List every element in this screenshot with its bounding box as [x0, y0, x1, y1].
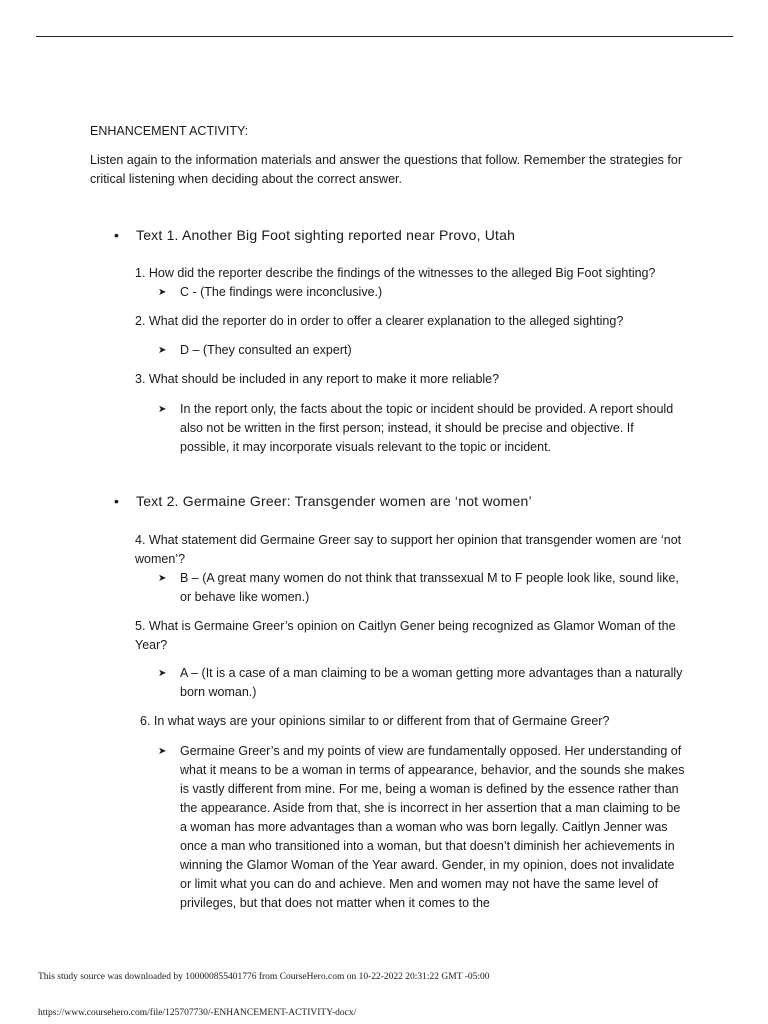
- answer-text: In the report only, the facts about the topic or incident should be provided. A report should also not be written in the first person; instead, it should be precise and objective. If possible, it may incorporate visuals relevant to the topic or incident.: [180, 402, 674, 454]
- section-text2: [114, 492, 532, 511]
- question-3: 3. What should be included in any report to make it more reliable?: [135, 372, 500, 386]
- answer-5: [158, 664, 685, 702]
- top-rule: [36, 36, 733, 37]
- answer-3: [158, 400, 685, 457]
- answer-2: [158, 341, 685, 360]
- bullet-icon: •: [114, 493, 120, 509]
- bullet-icon: •: [114, 227, 120, 243]
- answer-text: B – (A great many women do not think that transsexual M to F people look like, sound like, or behave like women.): [180, 571, 679, 604]
- arrowhead-icon: ➤: [158, 668, 167, 679]
- question-2: 2. What did the reporter do in order to offer a clearer explanation to the alleged sighting?: [135, 314, 624, 328]
- section-text1: [114, 226, 515, 245]
- question-5: 5. What is Germaine Greer’s opinion on Caitlyn Gener being recognized as Glamor Woman of the Year?: [135, 619, 676, 652]
- answer-1: [158, 283, 685, 302]
- answer-text: Germaine Greer’s and my points of view are fundamentally opposed. Her understanding of what it means to be a woman in terms of appearance, behavior, and the sounds she makes is vastly different from mine. For me, being a woman is defined by the essence rather than the appearance. Aside from that, she is incorrect in her assertion that a man claiming to be a woman has more advantages than a woman who was born legally. Caitlyn Jenner was once a man who transitioned into a woman, but that doesn’t diminish her achievements in winning the Glamor Woman of the Year award. Gender, in my opinion, does not invalidate or limit what you can do and achieve. Men and women may not have the same level of privileges, but that does not matter when it comes to the: [180, 744, 685, 910]
- arrowhead-icon: ➤: [158, 404, 167, 415]
- answer-6: [158, 742, 685, 913]
- section-title: Text 1. Another Big Foot sighting reported near Provo, Utah: [136, 227, 516, 243]
- page-heading: ENHANCEMENT ACTIVITY:: [90, 124, 249, 138]
- answer-text: C - (The findings were inconclusive.): [180, 285, 383, 299]
- arrowhead-icon: ➤: [158, 573, 167, 584]
- arrowhead-icon: ➤: [158, 345, 167, 356]
- question-1: 1. How did the reporter describe the findings of the witnesses to the alleged Big Foot sighting?: [135, 266, 656, 280]
- intro-paragraph: Listen again to the information materials and answer the questions that follow. Remember the strategies for critical listening when deciding about the correct answer.: [90, 153, 682, 186]
- question-4: 4. What statement did Germaine Greer say to support her opinion that transgender women are ‘not women’?: [135, 533, 682, 566]
- arrowhead-icon: ➤: [158, 287, 167, 298]
- arrowhead-icon: ➤: [158, 746, 167, 757]
- answer-text: D – (They consulted an expert): [180, 343, 352, 357]
- section-title: Text 2. Germaine Greer: Transgender women are ‘not women’: [136, 493, 532, 509]
- question-6: 6. In what ways are your opinions similar to or different from that of Germaine Greer?: [140, 714, 610, 728]
- answer-4: [158, 569, 685, 607]
- source-url-link[interactable]: https://www.coursehero.com/file/125707730/-ENHANCEMENT-ACTIVITY-docx/: [38, 1008, 357, 1018]
- download-notice: This study source was downloaded by 100000855401776 from CourseHero.com on 10-22-2022 20:31:22 GMT -05:00: [38, 972, 490, 982]
- answer-text: A – (It is a case of a man claiming to be a woman getting more advantages than a naturally born woman.): [180, 666, 683, 699]
